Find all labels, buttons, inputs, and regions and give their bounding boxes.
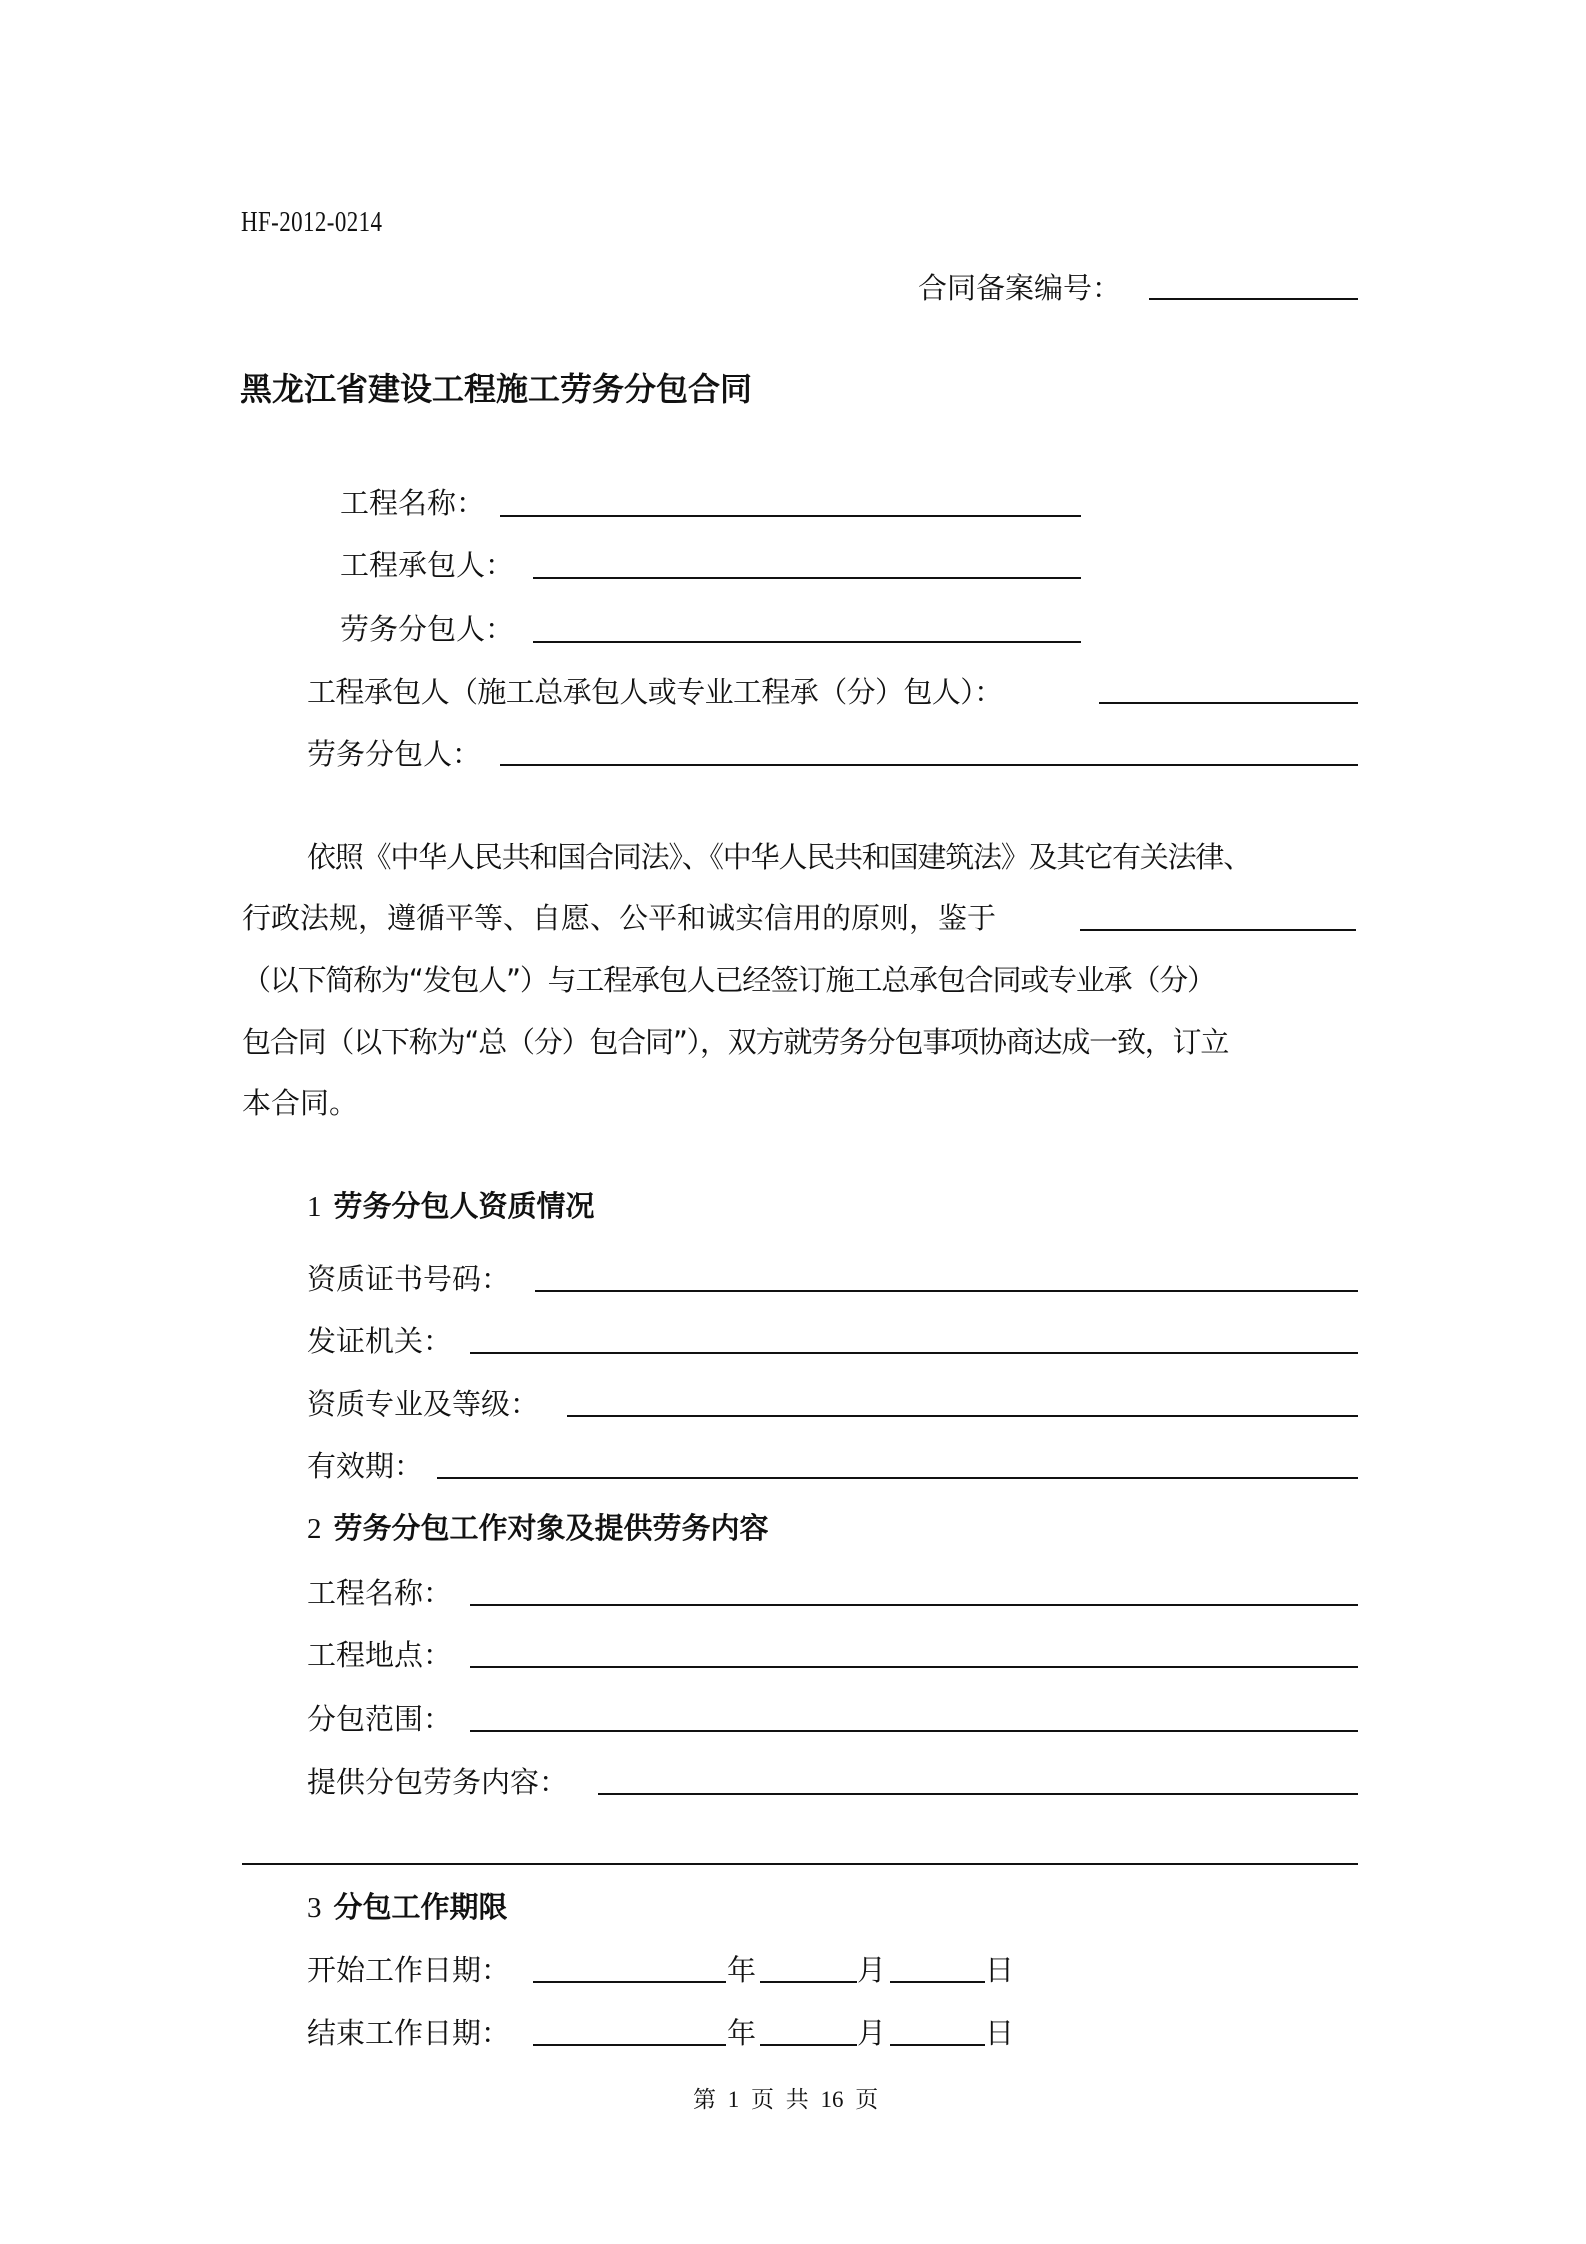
subcontract-scope-field[interactable] [470,1730,1358,1732]
start-month-unit: 月 [857,1953,887,1987]
qualification-grade-label: 资质专业及等级： [307,1387,540,1421]
subcontract-scope-label: 分包范围： [307,1702,453,1736]
start-year-unit: 年 [727,1953,757,1987]
page-number: 第 1 页 共 16 页 [693,2087,879,2112]
section-1-heading [307,1188,595,1225]
section-2-number: 2 [307,1513,322,1545]
qualification-cert-field[interactable] [535,1290,1358,1292]
work-location-field[interactable] [470,1666,1358,1668]
end-day-unit: 日 [985,2016,1015,2050]
cover-subcontractor-label: 劳务分包人： [340,612,515,646]
party-contractor-label: 工程承包人（施工总承包人或专业工程承（分）包人）： [307,675,1003,709]
cover-subcontractor-field[interactable] [533,641,1081,643]
section-3-title: 分包工作期限 [333,1890,508,1924]
preamble-line-2: 行政法规，遵循平等、自愿、公平和诚实信用的原则，鉴于 [242,901,997,935]
party-subcontractor-label: 劳务分包人： [307,737,482,771]
validity-field[interactable] [437,1477,1358,1479]
preamble-line-5: 本合同。 [242,1086,359,1120]
start-date-label: 开始工作日期： [307,1953,511,1987]
preamble-line-4: 包合同（以下称为“总（分）包合同”），双方就劳务分包事项协商达成一致，订立 [242,1025,1229,1059]
work-project-name-label: 工程名称： [307,1576,453,1610]
start-day-field[interactable] [890,1981,985,1983]
cover-project-name-field[interactable] [500,515,1081,517]
filing-number-label: 合同备案编号： [918,271,1122,305]
cover-contractor-field[interactable] [533,577,1081,579]
section-1-title: 劳务分包人资质情况 [333,1189,595,1223]
labor-content-label: 提供分包劳务内容： [307,1765,569,1799]
page-title: 黑龙江省建设工程施工劳务分包合同 [240,370,753,408]
labor-content-field-continued[interactable] [242,1863,1358,1865]
qualification-grade-field[interactable] [567,1415,1358,1417]
start-month-field[interactable] [760,1981,857,1983]
document-code: HF-2012-0214 [241,207,383,238]
section-1-number: 1 [307,1191,322,1223]
work-project-name-field[interactable] [470,1604,1358,1606]
party-contractor-field[interactable] [1099,702,1358,704]
validity-label: 有效期： [307,1449,424,1483]
party-subcontractor-field[interactable] [500,764,1358,766]
preamble-line-3: （以下简称为“发包人”）与工程承包人已经签订施工总承包合同或专业承（分） [242,963,1215,997]
work-location-label: 工程地点： [307,1638,453,1672]
filing-number-field[interactable] [1149,298,1358,300]
start-year-field[interactable] [533,1981,726,1983]
end-year-field[interactable] [533,2044,726,2046]
section-2-heading [307,1510,769,1547]
start-day-unit: 日 [985,1953,1015,1987]
qualification-cert-label: 资质证书号码： [307,1262,511,1296]
cover-contractor-label: 工程承包人： [340,548,515,582]
section-3-heading [307,1889,508,1926]
section-3-number: 3 [307,1892,322,1924]
end-month-unit: 月 [857,2016,887,2050]
section-2-title: 劳务分包工作对象及提供劳务内容 [333,1511,769,1545]
end-day-field[interactable] [890,2044,985,2046]
end-month-field[interactable] [760,2044,857,2046]
employer-name-field[interactable] [1080,929,1356,931]
labor-content-field[interactable] [598,1793,1358,1795]
end-date-label: 结束工作日期： [307,2016,511,2050]
preamble-line-1: 依照《中华人民共和国合同法》、《中华人民共和国建筑法》及其它有关法律、 [307,840,1252,874]
cover-project-name-label: 工程名称： [340,486,486,520]
issuing-authority-field[interactable] [470,1352,1358,1354]
end-year-unit: 年 [727,2016,757,2050]
issuing-authority-label: 发证机关： [307,1324,453,1358]
